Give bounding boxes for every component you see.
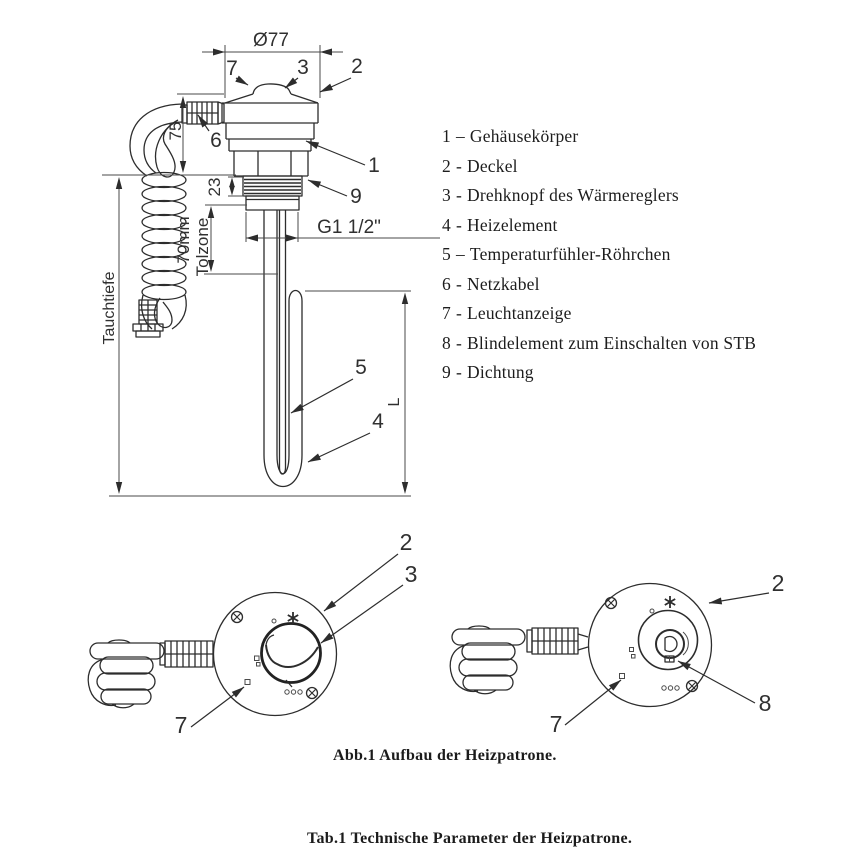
knob-lever (266, 645, 318, 667)
legend-item-label: Temperaturfühler-Röhrchen (469, 244, 671, 264)
signal-lamp (245, 680, 250, 685)
hex-nut (234, 151, 308, 176)
ref-seal: 9 (350, 185, 362, 208)
heating-tube (264, 210, 302, 487)
legend-item-separator: - (455, 185, 462, 205)
legend-item-label: Heizelement (466, 214, 558, 235)
front-view-knob (88, 529, 417, 738)
scale-dots (662, 686, 679, 690)
marking-square (255, 656, 260, 661)
legend-item-label: Gehäusekörper (469, 126, 579, 146)
ref-sensor-tube: 5 (355, 356, 367, 379)
legend-item-label: Blindelement zum Einschalten von STB (466, 332, 757, 353)
legend-item (442, 362, 756, 392)
dim-thread-23 (205, 177, 244, 196)
dim-tolzone-value: 70mm (174, 216, 193, 264)
marking-dot (650, 609, 654, 613)
dim-length (305, 291, 411, 494)
marking-dot (272, 619, 276, 623)
legend-item (442, 244, 756, 274)
dim-diameter (202, 30, 343, 98)
knob-profile (253, 84, 291, 94)
dimensions (101, 30, 440, 496)
marking-square (632, 655, 636, 659)
ref-lamp: 7 (174, 712, 188, 738)
ref-lamp: 7 (549, 711, 563, 737)
legend-item-label: Leuchtanzeige (466, 303, 572, 323)
dim-thread-size (246, 212, 440, 242)
legend-item-number: 1 (442, 126, 451, 146)
housing-band (226, 123, 314, 139)
ref-housing: 1 (368, 154, 380, 177)
cover-outline (589, 584, 712, 707)
cable-gland (527, 628, 588, 654)
scale-dots (285, 690, 302, 694)
legend-item-separator: - (455, 362, 462, 382)
side-view-refs (198, 55, 384, 462)
cover-profile (225, 94, 253, 103)
table-caption: Tab.1 Technische Parameter der Heizpatrone. (307, 830, 633, 847)
dim-diameter-value: Ø77 (253, 30, 289, 51)
legend-item (442, 303, 756, 333)
legend-item-separator: - (455, 273, 462, 294)
power-plug (88, 640, 164, 708)
ref-cable: 6 (210, 129, 222, 152)
legend-item (442, 185, 756, 215)
ref-cover: 2 (399, 529, 413, 555)
legend-item-separator: - (455, 332, 462, 353)
legend-item-label: Deckel (466, 155, 518, 176)
legend-item (442, 126, 756, 156)
legend-item-number: 9 (442, 362, 451, 382)
dim-23-value: 23 (205, 177, 224, 197)
figure-caption: Abb.1 Aufbau der Heizpatrone. (333, 747, 557, 764)
legend-item-number: 4 (442, 214, 451, 235)
legend-item-separator: - (455, 214, 462, 235)
power-plug-side (133, 300, 163, 337)
ref-lamp: 7 (226, 57, 238, 80)
front-view-open (450, 570, 784, 737)
screw-icon (606, 598, 617, 609)
screw-icon (307, 688, 318, 699)
spindle-shaft (665, 637, 677, 652)
legend-item-number: 3 (442, 185, 451, 205)
legend-item (442, 333, 756, 363)
dim-75-value: 75 (166, 121, 185, 141)
legend-item-label: Dichtung (466, 362, 534, 382)
ref-cover: 2 (771, 570, 785, 596)
legend-item (442, 274, 756, 304)
legend-item-number: 5 (442, 244, 451, 264)
legend-item-number: 7 (442, 303, 451, 323)
knob-bezel (262, 624, 321, 683)
screw-icon (232, 612, 243, 623)
legend-item-label: Drehknopf des Wärmereglers (466, 185, 679, 205)
marking-square (630, 648, 634, 652)
legend-item-label: Netzkabel (466, 273, 540, 294)
cable-gland (160, 641, 213, 667)
collar (246, 196, 299, 210)
ref-knob: 3 (404, 561, 418, 587)
ref-cover: 2 (351, 55, 363, 78)
legend-item (442, 156, 756, 186)
dim-tauchtiefe-label: Tauchtiefe (101, 271, 118, 345)
cover-outline (214, 593, 337, 716)
legend-item-separator: - (455, 155, 462, 176)
dim-length-value: L (386, 397, 403, 407)
knob-recess (639, 611, 698, 670)
ref-element: 4 (372, 410, 384, 433)
parts-legend (442, 126, 756, 392)
legend-item-number: 6 (442, 273, 451, 294)
dim-tolzone (174, 205, 278, 276)
legend-item-number: 8 (442, 332, 451, 353)
sensor-tube (280, 210, 286, 474)
signal-lamp (620, 674, 625, 679)
power-plug (450, 626, 525, 694)
dim-thread-size-value: G1 1/2" (317, 217, 381, 238)
cable-gland (182, 102, 224, 124)
cover-skirt (222, 103, 318, 123)
spindle (656, 630, 684, 658)
heater-head-side-view (130, 84, 318, 487)
legend-item-separator: - (455, 303, 462, 323)
ref-knob: 3 (297, 56, 309, 79)
frost-symbol-icon (665, 596, 675, 608)
dim-tolzone-word: Tolzone (193, 217, 212, 277)
thread-section (243, 176, 302, 196)
marking-square (257, 663, 261, 667)
ref-blind: 8 (758, 690, 772, 716)
legend-item-separator: – (455, 244, 465, 264)
legend-item (442, 215, 756, 245)
legend-item-number: 2 (442, 155, 451, 176)
legend-item-separator: – (455, 126, 465, 146)
